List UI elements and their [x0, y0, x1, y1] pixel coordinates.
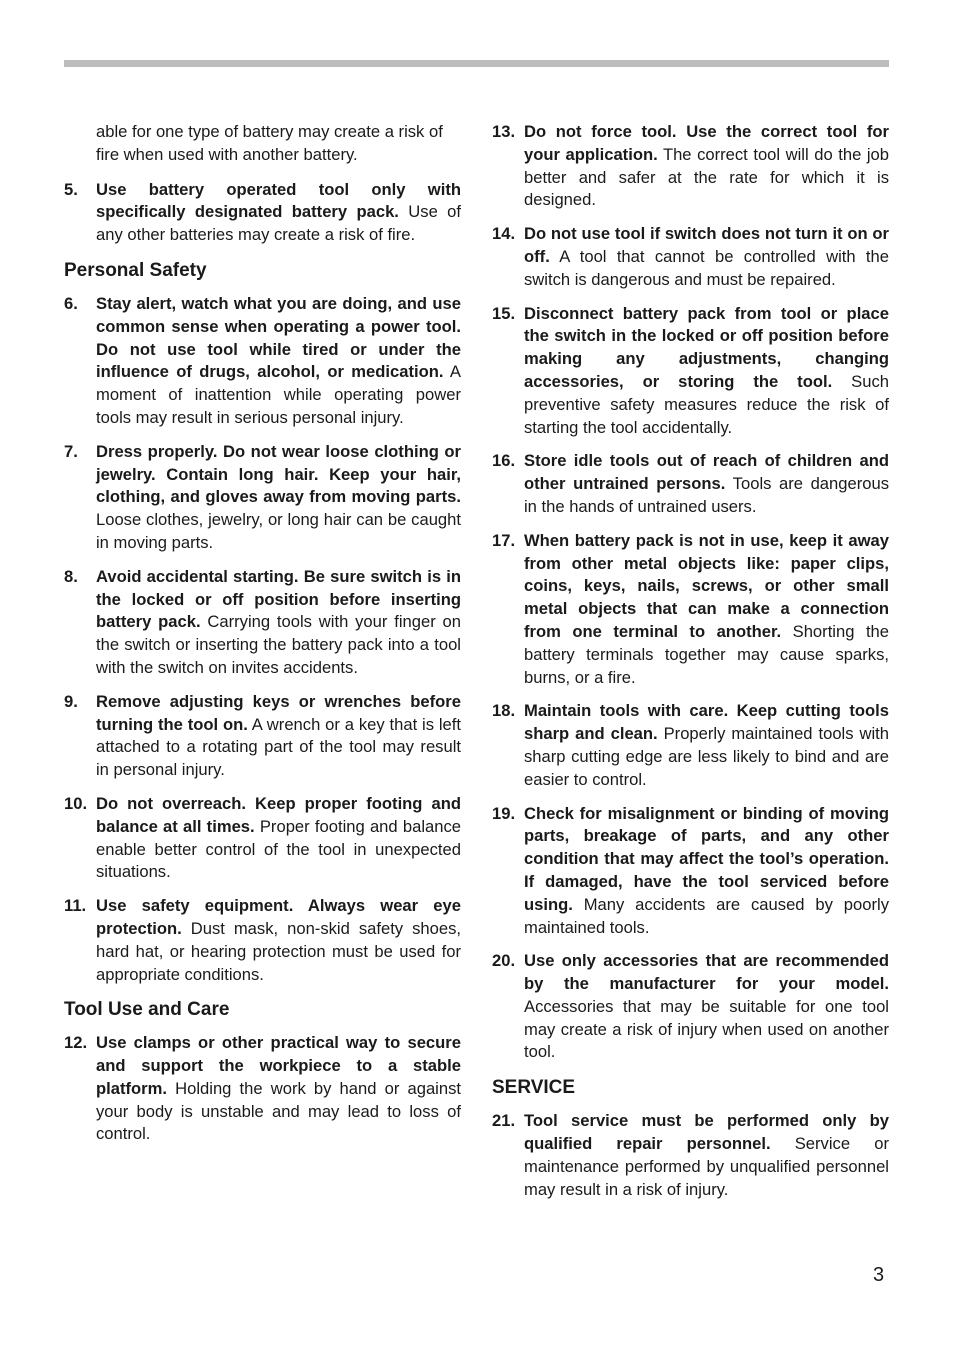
- item-body: [96, 1032, 461, 1146]
- item-number: 15.: [492, 303, 516, 323]
- list-item-10: [64, 793, 461, 884]
- item-body: [524, 700, 889, 791]
- item-text: Tools are dangerous in the hands of untrained users.: [524, 474, 889, 516]
- item-text: Carrying tools with your finger on the switch or inserting the battery pack into a tool with the switch on invites accidents.: [96, 612, 461, 677]
- item-bold: Do not force tool. Use the correct tool for your application.: [524, 122, 889, 164]
- item-number: 21.: [492, 1111, 516, 1131]
- item-body: [524, 1110, 889, 1201]
- item-body: [524, 450, 889, 518]
- item-text: Proper footing and balance enable better control of the tool in unexpected situations.: [96, 816, 461, 882]
- item-body: [96, 441, 461, 555]
- item-text: Loose clothes, jewelry, or long hair can be caught in moving parts.: [96, 510, 461, 552]
- item-number: 14.: [492, 224, 516, 244]
- item-text: Properly maintained tools with sharp cutting edge are less likely to bind and are easier to control.: [524, 724, 890, 789]
- list-item-18: [492, 700, 889, 791]
- list-item-15: [492, 303, 889, 440]
- list-item-13: [492, 121, 889, 212]
- list-item-7: [64, 441, 461, 555]
- item-bold: Use clamps or other practical way to secure and support the workpiece to a stable platform.: [96, 1033, 461, 1098]
- item-text: Many accidents are caused by poorly maintained tools.: [524, 894, 889, 937]
- list-item-11: [64, 895, 461, 986]
- item-number: 19.: [492, 803, 516, 823]
- item-bold: Store idle tools out of reach of children and other untrained persons.: [524, 451, 889, 494]
- item-text: Service or maintenance performed by unqualified personnel may result in a risk of injury.: [524, 1134, 889, 1199]
- continued-text: able for one type of battery may create a risk of fire when used with another battery.: [96, 122, 443, 164]
- list-item-9: [64, 691, 461, 782]
- item-number: 11.: [64, 896, 87, 916]
- item-body: [96, 691, 461, 782]
- item-number: 5.: [64, 179, 78, 199]
- right-column: [492, 121, 889, 1212]
- item-text: Shorting the battery terminals together may cause sparks, burns, or a fire.: [524, 621, 890, 687]
- item-body: [96, 793, 461, 884]
- item-number: 8.: [64, 566, 78, 586]
- item-text: Holding the work by hand or against your body is unstable and may lead to loss of control.: [96, 1078, 461, 1144]
- list-item-19: [492, 803, 889, 940]
- item-bold: Dress properly. Do not wear loose clothing or jewelry. Contain long hair. Keep your hair, clothing, and gloves away from moving parts.: [96, 441, 461, 507]
- list-item-16: [492, 450, 889, 518]
- item-text: The correct tool will do the job better and safer at the rate for which it is designed.: [524, 144, 889, 210]
- item-body: [96, 179, 461, 247]
- item-bold: Use battery operated tool only with specifically designated battery pack.: [96, 179, 461, 222]
- list-item-6: [64, 293, 461, 430]
- item-number: 7.: [64, 441, 78, 461]
- item-body: [524, 121, 889, 212]
- top-rule: [64, 60, 889, 67]
- item-body: [96, 293, 461, 430]
- list-item-8: [64, 566, 461, 680]
- item-body: [524, 223, 889, 291]
- item-text: Dust mask, non-skid safety shoes, hard hat, or hearing protection must be used for appropriate conditions.: [96, 918, 461, 984]
- item-number: 20.: [492, 951, 516, 971]
- item-bold: Disconnect battery pack from tool or place the switch in the locked or off position before making any adjustments, changing accessories, or storing the tool.: [524, 303, 889, 391]
- item-bold: Check for misalignment or binding of moving parts, breakage of parts, and any other condition that may affect the tool’s operation. If damaged, have the tool serviced before using.: [524, 803, 889, 914]
- page-number: 3: [873, 1264, 885, 1286]
- heading-personal-safety: Personal Safety: [64, 259, 207, 281]
- item-text: A wrench or a key that is left attached to a rotating part of the tool may result in personal injury.: [96, 714, 461, 780]
- list-item-12: [64, 1032, 461, 1146]
- item-bold: Do not use tool if switch does not turn it on or off.: [524, 224, 889, 266]
- item-body: [524, 530, 889, 690]
- item-bold: Tool service must be performed only by qualified repair personnel.: [524, 1111, 889, 1154]
- list-item-20: [492, 950, 889, 1064]
- list-item-14: [492, 223, 889, 291]
- heading-service: SERVICE: [492, 1077, 576, 1099]
- item-text: Such preventive safety measures reduce the risk of starting the tool accidentally.: [524, 371, 889, 437]
- item-bold: Stay alert, watch what you are doing, and use common sense when operating a power tool. Do not use tool while tired or under the influence of drugs, alcohol, or medication.: [96, 293, 461, 382]
- item-text: A moment of inattention while operating power tools may result in serious personal injury.: [96, 362, 461, 427]
- item-number: 10.: [64, 793, 88, 813]
- item-number: 12.: [64, 1033, 88, 1053]
- left-column: [64, 121, 461, 1157]
- list-item-17: [492, 530, 889, 690]
- item-number: 13.: [492, 122, 516, 141]
- item-body: [524, 303, 889, 440]
- item-bold: Remove adjusting keys or wrenches before turning the tool on.: [96, 691, 461, 734]
- item-number: 16.: [492, 451, 516, 471]
- heading-tool-use-and-care: Tool Use and Care: [64, 999, 230, 1021]
- item-number: 9.: [64, 691, 78, 711]
- item-number: 6.: [64, 293, 78, 313]
- item-body: [96, 566, 461, 680]
- item-body: [524, 950, 889, 1064]
- item-number: 17.: [492, 530, 516, 550]
- item-text: Use of any other batteries may create a risk of fire.: [96, 202, 461, 245]
- item-number: 18.: [492, 701, 516, 721]
- item-bold: Avoid accidental starting. Be sure switch is in the locked or off position before inserting battery pack.: [96, 566, 461, 632]
- item-text: A tool that cannot be controlled with the switch is dangerous and must be repaired.: [524, 246, 889, 289]
- item-body: [96, 895, 461, 986]
- item-bold: Use only accessories that are recommended by the manufacturer for your model.: [524, 951, 889, 994]
- item-bold: Do not overreach. Keep proper footing and balance at all times.: [96, 793, 461, 836]
- item-body: [524, 803, 889, 940]
- list-item-21: [492, 1110, 889, 1201]
- item-bold: When battery pack is not in use, keep it away from other metal objects like: paper clips, coins, keys, nails, screws, or other small metal objects that can make a connection from one terminal to another.: [524, 530, 889, 641]
- item-bold: Maintain tools with care. Keep cutting tools sharp and clean.: [524, 701, 889, 744]
- item-text: Accessories that may be suitable for one tool may create a risk of injury when used on another tool.: [524, 996, 889, 1062]
- item-bold: Use safety equipment. Always wear eye protection.: [96, 896, 461, 938]
- list-item-5: [64, 179, 461, 247]
